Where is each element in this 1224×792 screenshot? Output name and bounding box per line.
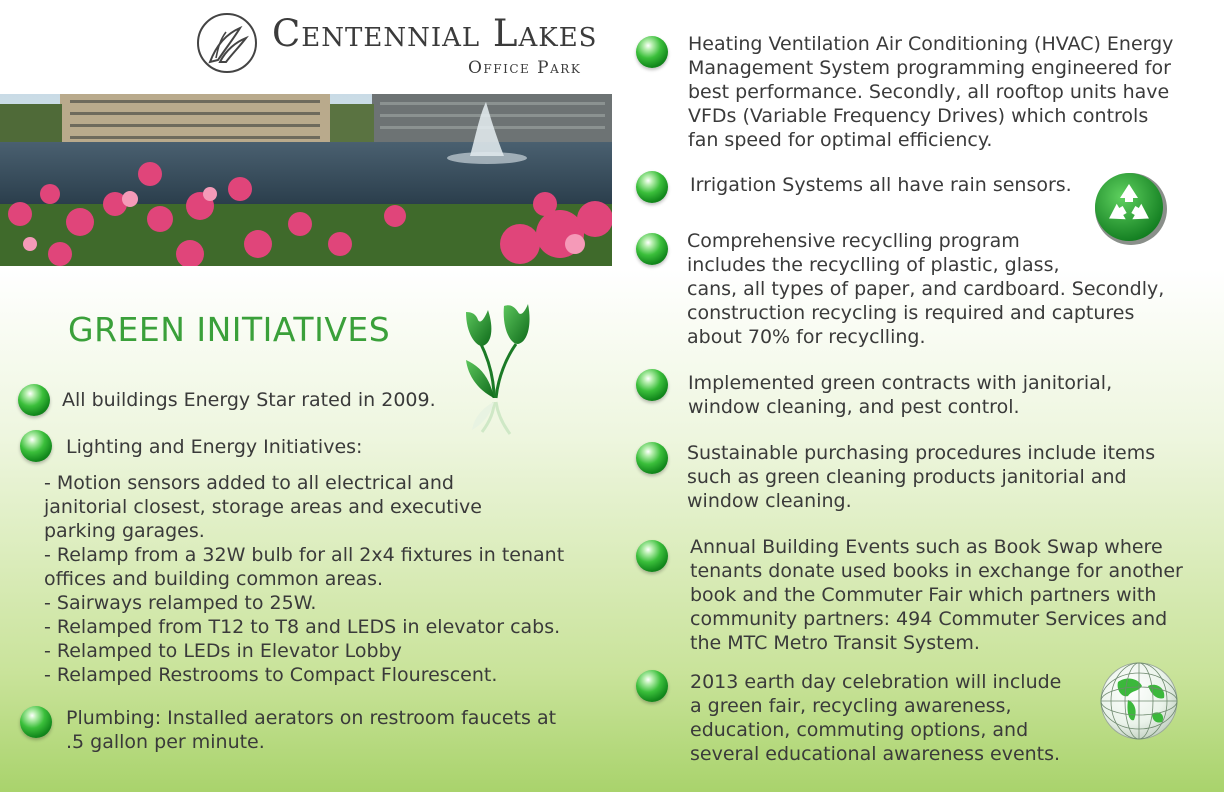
- lighting-line: - Motion sensors added to all electrical and: [44, 472, 454, 494]
- events-item: [690, 535, 1183, 655]
- lighting-line: - Relamped to LEDs in Elevator Lobby: [44, 640, 402, 662]
- hvac-item: [688, 32, 1173, 152]
- hvac-line: VFDs (Variable Frequency Drives) which controls: [688, 105, 1149, 127]
- purchasing-line: Sustainable purchasing procedures include items: [687, 442, 1156, 464]
- lighting-line: - Sairways relamped to 25W.: [44, 592, 317, 614]
- recycling-line: construction recycling is required and captures: [687, 302, 1135, 324]
- events-line: book and the Commuter Fair which partners with: [690, 584, 1157, 606]
- lighting-line: - Relamped Restrooms to Compact Flourescent.: [44, 664, 498, 686]
- irrigation-item: Irrigation Systems all have rain sensors.: [690, 174, 1072, 196]
- events-line: the MTC Metro Transit System.: [690, 632, 980, 654]
- page-headline: GREEN INITIATIVES: [68, 310, 391, 349]
- leaf-logo-icon: [196, 12, 258, 74]
- lighting-line: janitorial closest, storage areas and executive: [44, 496, 482, 518]
- lighting-line: offices and building common areas.: [44, 568, 384, 590]
- logo-title: Centennial Lakes: [272, 12, 598, 55]
- purchasing-line: window cleaning.: [687, 490, 852, 512]
- lighting-title: Lighting and Energy Initiatives:: [66, 436, 363, 458]
- globe-icon: [1098, 660, 1180, 742]
- plumbing-line: Plumbing: Installed aerators on restroom faucets at: [66, 707, 557, 729]
- contracts-item: [688, 371, 1112, 419]
- events-line: Annual Building Events such as Book Swap where: [690, 536, 1163, 558]
- recycling-line: includes the recyclling of plastic, glass,: [687, 254, 1060, 276]
- logo-subtitle: Office Park: [468, 58, 582, 78]
- green-orb-icon: [636, 233, 668, 265]
- recycling-line: cans, all types of paper, and cardboard. Secondly,: [687, 278, 1165, 300]
- recycling-line: about 70% for recyclling.: [687, 326, 926, 348]
- earth-day-line: education, commuting options, and: [690, 719, 1029, 741]
- green-orb-icon: [636, 670, 668, 702]
- lighting-line: - Relamped from T12 to T8 and LEDS in elevator cabs.: [44, 616, 561, 638]
- lighting-line: - Relamp from a 32W bulb for all 2x4 fixtures in tenant: [44, 544, 565, 566]
- events-line: tenants donate used books in exchange for another: [690, 560, 1183, 582]
- hvac-line: Management System programming engineered for: [688, 57, 1171, 79]
- green-orb-icon: [18, 384, 50, 416]
- tulip-icon: [458, 298, 538, 448]
- green-orb-icon: [636, 442, 668, 474]
- hvac-line: fan speed for optimal efficiency.: [688, 129, 993, 151]
- lighting-list: [44, 471, 564, 687]
- recycling-item: [687, 229, 1164, 349]
- earth-day-line: a green fair, recycling awareness,: [690, 695, 1012, 717]
- earth-day-line: several educational awareness events.: [690, 743, 1061, 765]
- green-orb-icon: [636, 36, 668, 68]
- hvac-line: best performance. Secondly, all rooftop units have: [688, 81, 1170, 103]
- plumbing-line: .5 gallon per minute.: [66, 731, 265, 753]
- purchasing-line: such as green cleaning products janitorial and: [687, 466, 1127, 488]
- recycling-line: Comprehensive recyclling program: [687, 230, 1020, 252]
- contracts-line: Implemented green contracts with janitorial,: [688, 372, 1113, 394]
- green-orb-icon: [20, 430, 52, 462]
- contracts-line: window cleaning, and pest control.: [688, 396, 1020, 418]
- green-orb-icon: [636, 369, 668, 401]
- earth-day-line: 2013 earth day celebration will include: [690, 671, 1062, 693]
- earth-day-item: [690, 670, 1061, 766]
- green-orb-icon: [636, 171, 668, 203]
- green-orb-icon: [636, 540, 668, 572]
- purchasing-item: [687, 441, 1155, 513]
- hvac-line: Heating Ventilation Air Conditioning (HVAC) Energy: [688, 33, 1174, 55]
- energy-star-item: All buildings Energy Star rated in 2009.: [62, 389, 436, 411]
- events-line: community partners: 494 Commuter Services and: [690, 608, 1168, 630]
- office-park-photo: [0, 94, 612, 266]
- green-orb-icon: [20, 706, 52, 738]
- lighting-line: parking garages.: [44, 520, 205, 542]
- plumbing-item: [66, 706, 556, 754]
